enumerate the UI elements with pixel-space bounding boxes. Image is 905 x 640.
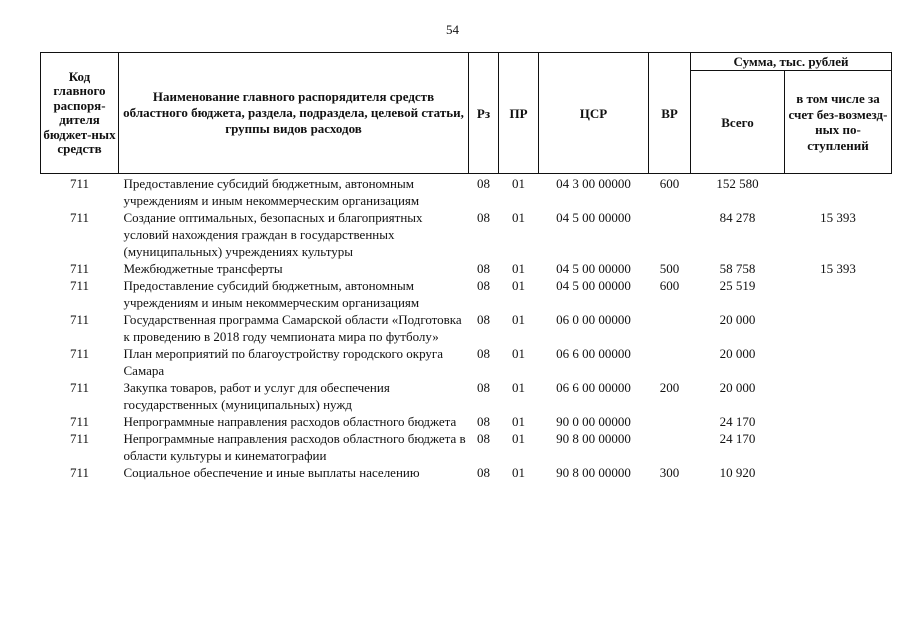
cell-rz: 08 [477, 414, 490, 429]
cell-code: 711 [69, 346, 90, 361]
cell-csr: 04 3 00 00000 [556, 176, 631, 191]
cell-name: Социальное обеспечение и иные выплаты населению [123, 465, 420, 480]
cell-total: 20 000 [719, 346, 756, 361]
cell-name: Непрограммные направления расходов областного бюджета [123, 414, 457, 429]
cell-pr: 01 [512, 312, 525, 327]
cell-extra [785, 430, 892, 464]
cell-total: 10 920 [719, 465, 756, 480]
table-row [41, 464, 892, 481]
cell-rz: 08 [477, 176, 490, 191]
header-name: Наименование главного распорядителя средств областного бюджета, раздела, подраздела, целевой статьи, группы видов расходов [119, 53, 469, 174]
cell-total: 20 000 [719, 312, 756, 327]
cell-extra [785, 277, 892, 311]
cell-name: Предоставление субсидий бюджетным, автономным учреждениям и иным некоммерческим организациям [123, 278, 420, 310]
cell-csr: 04 5 00 00000 [556, 278, 631, 293]
header-row [41, 53, 892, 71]
cell-code: 711 [69, 431, 90, 446]
cell-name: Государственная программа Самарской области «Подготовка к проведению в 2018 году чемпионата мира по футболу» [123, 312, 462, 344]
cell-rz: 08 [477, 312, 490, 327]
cell-rz: 08 [477, 431, 490, 446]
cell-extra [785, 174, 892, 210]
cell-pr: 01 [512, 210, 525, 225]
cell-extra: 15 393 [820, 261, 856, 276]
cell-vr [649, 413, 691, 430]
header-rz: Рз [469, 53, 499, 174]
header-vr: ВР [649, 53, 691, 174]
cell-rz: 08 [477, 261, 490, 276]
cell-code: 711 [69, 414, 90, 429]
cell-total: 24 170 [719, 414, 756, 429]
cell-csr: 04 5 00 00000 [556, 261, 631, 276]
cell-total: 152 580 [716, 176, 759, 191]
cell-total: 24 170 [719, 431, 756, 446]
cell-name: План мероприятий по благоустройству городского округа Самара [123, 346, 443, 378]
cell-total: 20 000 [719, 380, 756, 395]
cell-pr: 01 [512, 465, 525, 480]
cell-name: Предоставление субсидий бюджетным, автономным учреждениям и иным некоммерческим организациям [123, 176, 420, 208]
cell-rz: 08 [477, 210, 490, 225]
header-csr: ЦСР [539, 53, 649, 174]
cell-vr [649, 345, 691, 379]
cell-rz: 08 [477, 346, 490, 361]
cell-csr: 90 0 00 00000 [556, 414, 631, 429]
cell-vr: 600 [659, 176, 680, 191]
cell-pr: 01 [512, 414, 525, 429]
table-row [41, 260, 892, 277]
cell-total: 25 519 [719, 278, 756, 293]
cell-pr: 01 [512, 431, 525, 446]
cell-total: 84 278 [719, 210, 756, 225]
cell-total: 58 758 [719, 261, 756, 276]
cell-code: 711 [69, 278, 90, 293]
cell-vr: 200 [659, 380, 680, 395]
cell-csr: 90 8 00 00000 [556, 431, 631, 446]
page-number: 54 [446, 22, 459, 37]
cell-pr: 01 [512, 176, 525, 191]
cell-extra [785, 464, 892, 481]
cell-rz: 08 [477, 465, 490, 480]
cell-pr: 01 [512, 278, 525, 293]
header-pr: ПР [499, 53, 539, 174]
table-row [41, 379, 892, 413]
cell-code: 711 [69, 210, 90, 225]
table-row [41, 209, 892, 260]
header-sum: Сумма, тыс. рублей [691, 53, 892, 71]
table-row [41, 413, 892, 430]
cell-csr: 90 8 00 00000 [556, 465, 631, 480]
cell-name: Создание оптимальных, безопасных и благоприятных условий нахождения граждан в государственных (муниципальных) учреждениях культуры [123, 210, 423, 259]
cell-csr: 04 5 00 00000 [556, 210, 631, 225]
cell-pr: 01 [512, 261, 525, 276]
cell-extra [785, 379, 892, 413]
cell-code: 711 [69, 312, 90, 327]
cell-csr: 06 6 00 00000 [556, 380, 631, 395]
cell-vr: 300 [659, 465, 680, 480]
table-row [41, 311, 892, 345]
table-row [41, 430, 892, 464]
cell-extra: 15 393 [820, 210, 856, 225]
cell-csr: 06 6 00 00000 [556, 346, 631, 361]
cell-vr [649, 209, 691, 260]
cell-name: Межбюджетные трансферты [123, 261, 283, 276]
table-row [41, 345, 892, 379]
cell-code: 711 [69, 176, 90, 191]
header-code: Код главного распоря-дителя бюджет-ных средств [41, 53, 119, 174]
cell-vr [649, 311, 691, 345]
table-row [41, 174, 892, 210]
table-body [41, 174, 892, 482]
cell-extra [785, 345, 892, 379]
cell-vr: 600 [659, 278, 680, 293]
cell-name: Закупка товаров, работ и услуг для обеспечения государственных (муниципальных) нужд [123, 380, 390, 412]
cell-rz: 08 [477, 380, 490, 395]
cell-vr [649, 430, 691, 464]
header-extra: в том числе за счет без-возмезд-ных по-ступлений [785, 71, 892, 174]
cell-name: Непрограммные направления расходов областного бюджета в области культуры и кинематографии [123, 431, 466, 463]
cell-csr: 06 0 00 00000 [556, 312, 631, 327]
cell-pr: 01 [512, 346, 525, 361]
budget-table [40, 52, 892, 481]
cell-extra [785, 311, 892, 345]
cell-code: 711 [69, 465, 90, 480]
cell-pr: 01 [512, 380, 525, 395]
cell-code: 711 [69, 380, 90, 395]
table-row [41, 277, 892, 311]
cell-code: 711 [69, 261, 90, 276]
header-total: Всего [691, 71, 785, 174]
cell-rz: 08 [477, 278, 490, 293]
cell-extra [785, 413, 892, 430]
cell-vr: 500 [659, 261, 680, 276]
